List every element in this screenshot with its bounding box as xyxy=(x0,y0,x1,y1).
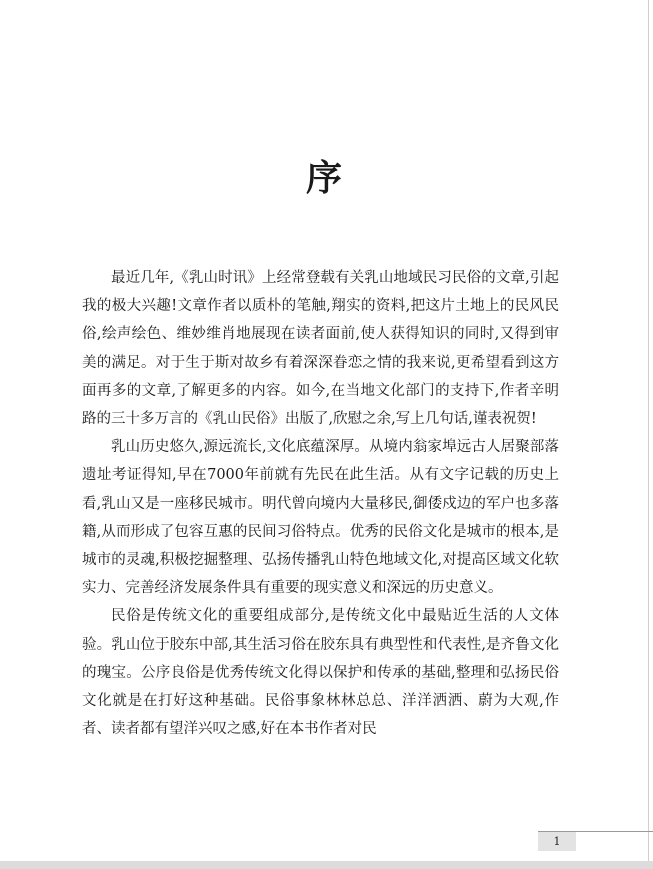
paragraph: 民俗是传统文化的重要组成部分,是传统文化中最贴近生活的人文体验。乳山位于胶东中部,其生活习俗在胶东具有典型性和代表性,是齐鲁文化的瑰宝。公序良俗是优秀传统文化得以保护和传承的基础,整理和弘扬民俗文化就是在打好这种基础。民俗事象林林总总、洋洋洒洒、蔚为大观,作者、读者都有望洋兴叹之感,好在本书作者对民 xyxy=(82,608,559,738)
paragraph: 乳山历史悠久,源远流长,文化底蕴深厚。从境内翁家埠远古人居聚部落遗址考证得知,早在7000年前就有先民在此生活。从有文字记载的历史上看,乳山又是一座移民城市。明代曾向境内大量移民,御倭戍边的军户也多落籍,从而形成了包容互惠的民间习俗特点。优秀的民俗文化是城市的根本,是城市的灵魂,积极挖掘整理、弘扬传播乳山特色地域文化,对提高区域文化软实力、完善经济发展条件具有重要的现实意义和深远的历史意义。 xyxy=(82,439,559,597)
paragraph: 最近几年,《乳山时讯》上经常登载有关乳山地域民习民俗的文章,引起我的极大兴趣!文章作者以质朴的笔触,翔实的资料,把这片土地上的民风民俗,绘声绘色、维妙维肖地展现在读者面前,使人获得知识的同时,又得到审美的满足。对于生于斯对故乡有着深深眷恋之情的我来说,更希望看到这方面再多的文章,了解更多的内容。如今,在当地文化部门的支持下,作者辛明路的三十多万言的《乳山民俗》出版了,欣慰之余,写上几句话,谨表祝贺! xyxy=(82,270,559,428)
body-text xyxy=(82,264,559,743)
page-number: 1 xyxy=(538,832,576,851)
page-edge-divider xyxy=(648,0,649,869)
viewer-bottom-edge xyxy=(0,861,653,869)
page-title: 序 xyxy=(305,157,342,199)
